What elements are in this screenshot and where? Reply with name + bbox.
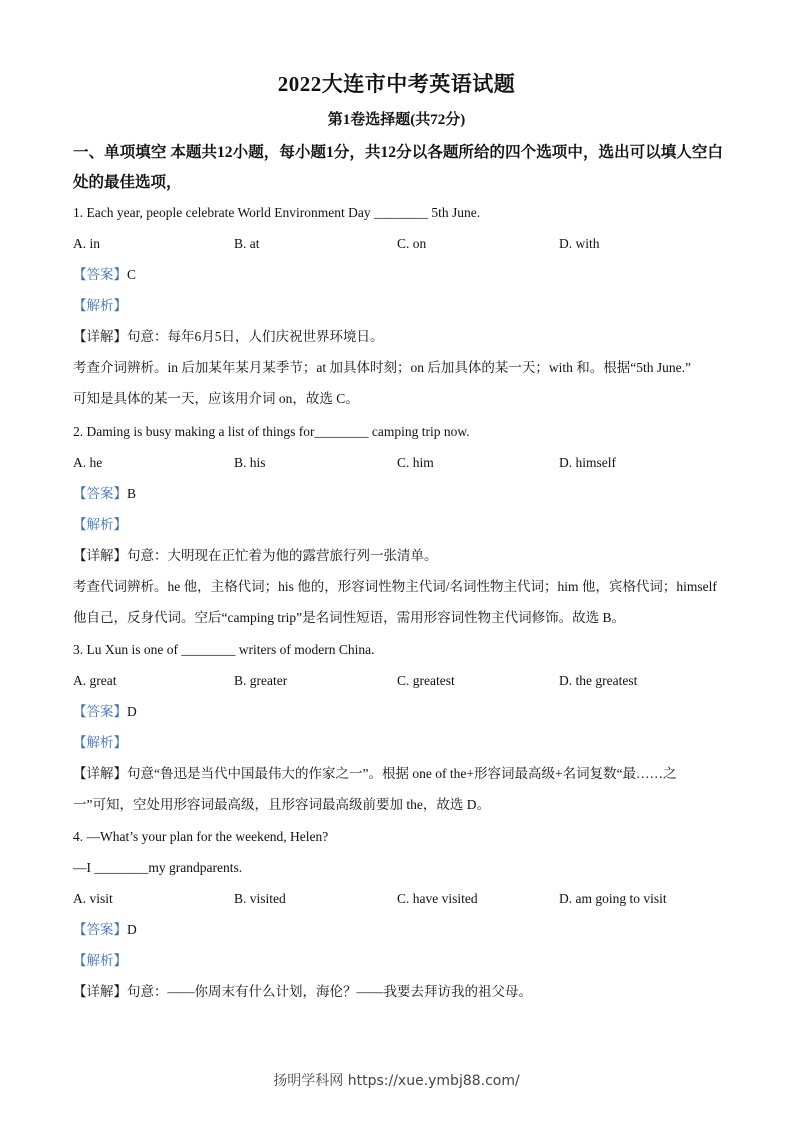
analysis-text: 他自己，反身代词。空后“camping trip”是名词性短语，需用形容词性物主代词修饰。故选 B。 xyxy=(73,610,625,625)
answer-label: 【答案】 xyxy=(73,486,127,501)
option-a: A. great xyxy=(73,673,117,688)
detail-text: 句意：——你周末有什么计划，海伦？——我要去拜访我的祖父母。 xyxy=(127,984,532,999)
option-a: A. he xyxy=(73,455,103,470)
detail-label: 【详解】 xyxy=(73,329,127,344)
detail-text: 句意：大明现在正忙着为他的露营旅行列一张清单。 xyxy=(127,548,438,563)
answer-line xyxy=(73,921,725,939)
answer-label: 【答案】 xyxy=(73,267,127,282)
detail-label: 【详解】 xyxy=(73,548,127,563)
analysis-text: 可知是具体的某一天，应该用介词 on，故选 C。 xyxy=(73,391,359,406)
option-b: B. his xyxy=(234,455,266,470)
option-a: A. in xyxy=(73,236,100,251)
option-d: D. the greatest xyxy=(559,673,638,688)
detail-text: 句意：每年6月5日，人们庆祝世界环境日。 xyxy=(127,329,384,344)
analysis-text: 考查介词辨析。in 后加某年某月某季节；at 加具体时刻；on 后加具体的某一天；with 和。根据“5th June.” xyxy=(73,360,691,375)
question-stem: 2. Daming is busy making a list of things for________ camping trip now. xyxy=(73,424,470,439)
detail-line xyxy=(73,547,725,565)
page-subtitle: 第1卷选择题(共72分) xyxy=(327,112,466,128)
analysis-label: 【解析】 xyxy=(73,298,127,313)
option-c: C. have visited xyxy=(397,891,478,906)
answer-line xyxy=(73,485,725,503)
detail-text: 一”可知，空处用形容词最高级，且形容词最高级前要加 the，故选 D。 xyxy=(73,797,490,812)
question-stem-response: —I ________my grandparents. xyxy=(73,860,243,875)
question-stem: 1. Each year, people celebrate World Environment Day ________ 5th June. xyxy=(73,205,481,220)
option-d: D. with xyxy=(559,236,600,251)
question-stem: 3. Lu Xun is one of ________ writers of modern China. xyxy=(73,642,375,657)
option-c: C. greatest xyxy=(397,673,455,688)
answer-label: 【答案】 xyxy=(73,922,127,937)
detail-text: 句意“鲁迅是当代中国最伟大的作家之一”。根据 one of the+形容词最高级+名词复数“最……之 xyxy=(127,766,677,781)
analysis-text: 考查代词辨析。he 他，主格代词；his 他的，形容词性物主代词/名词性物主代词；him 他，宾格代词；himself xyxy=(73,579,717,594)
section-heading: 一、单项填空 本题共12小题，每小题1分，共12分以各题所给的四个选项中，选出可以填人空白处的最佳选项， xyxy=(73,144,723,191)
page-footer: 扬明学科网 https://xue.ymbj88.com/ xyxy=(273,1073,520,1089)
option-b: B. at xyxy=(234,236,260,251)
question-stem: 4. —What’s your plan for the weekend, Helen? xyxy=(73,829,329,844)
answer-value: D xyxy=(127,704,137,719)
detail-line xyxy=(73,328,725,346)
answer-line xyxy=(73,266,725,284)
option-a: A. visit xyxy=(73,891,113,906)
option-b: B. greater xyxy=(234,673,288,688)
detail-line xyxy=(73,983,725,1001)
option-d: D. himself xyxy=(559,455,616,470)
answer-value: B xyxy=(127,486,137,501)
analysis-label: 【解析】 xyxy=(73,953,127,968)
option-d: D. am going to visit xyxy=(559,891,667,906)
detail-line xyxy=(73,765,725,783)
answer-line xyxy=(73,703,725,721)
answer-value: C xyxy=(127,267,137,282)
page-title: 2022大连市中考英语试题 xyxy=(277,72,516,96)
detail-label: 【详解】 xyxy=(73,984,127,999)
analysis-label: 【解析】 xyxy=(73,735,127,750)
answer-label: 【答案】 xyxy=(73,704,127,719)
analysis-label: 【解析】 xyxy=(73,517,127,532)
detail-label: 【详解】 xyxy=(73,766,127,781)
option-c: C. him xyxy=(397,455,434,470)
option-b: B. visited xyxy=(234,891,286,906)
answer-value: D xyxy=(127,922,137,937)
option-c: C. on xyxy=(397,236,427,251)
